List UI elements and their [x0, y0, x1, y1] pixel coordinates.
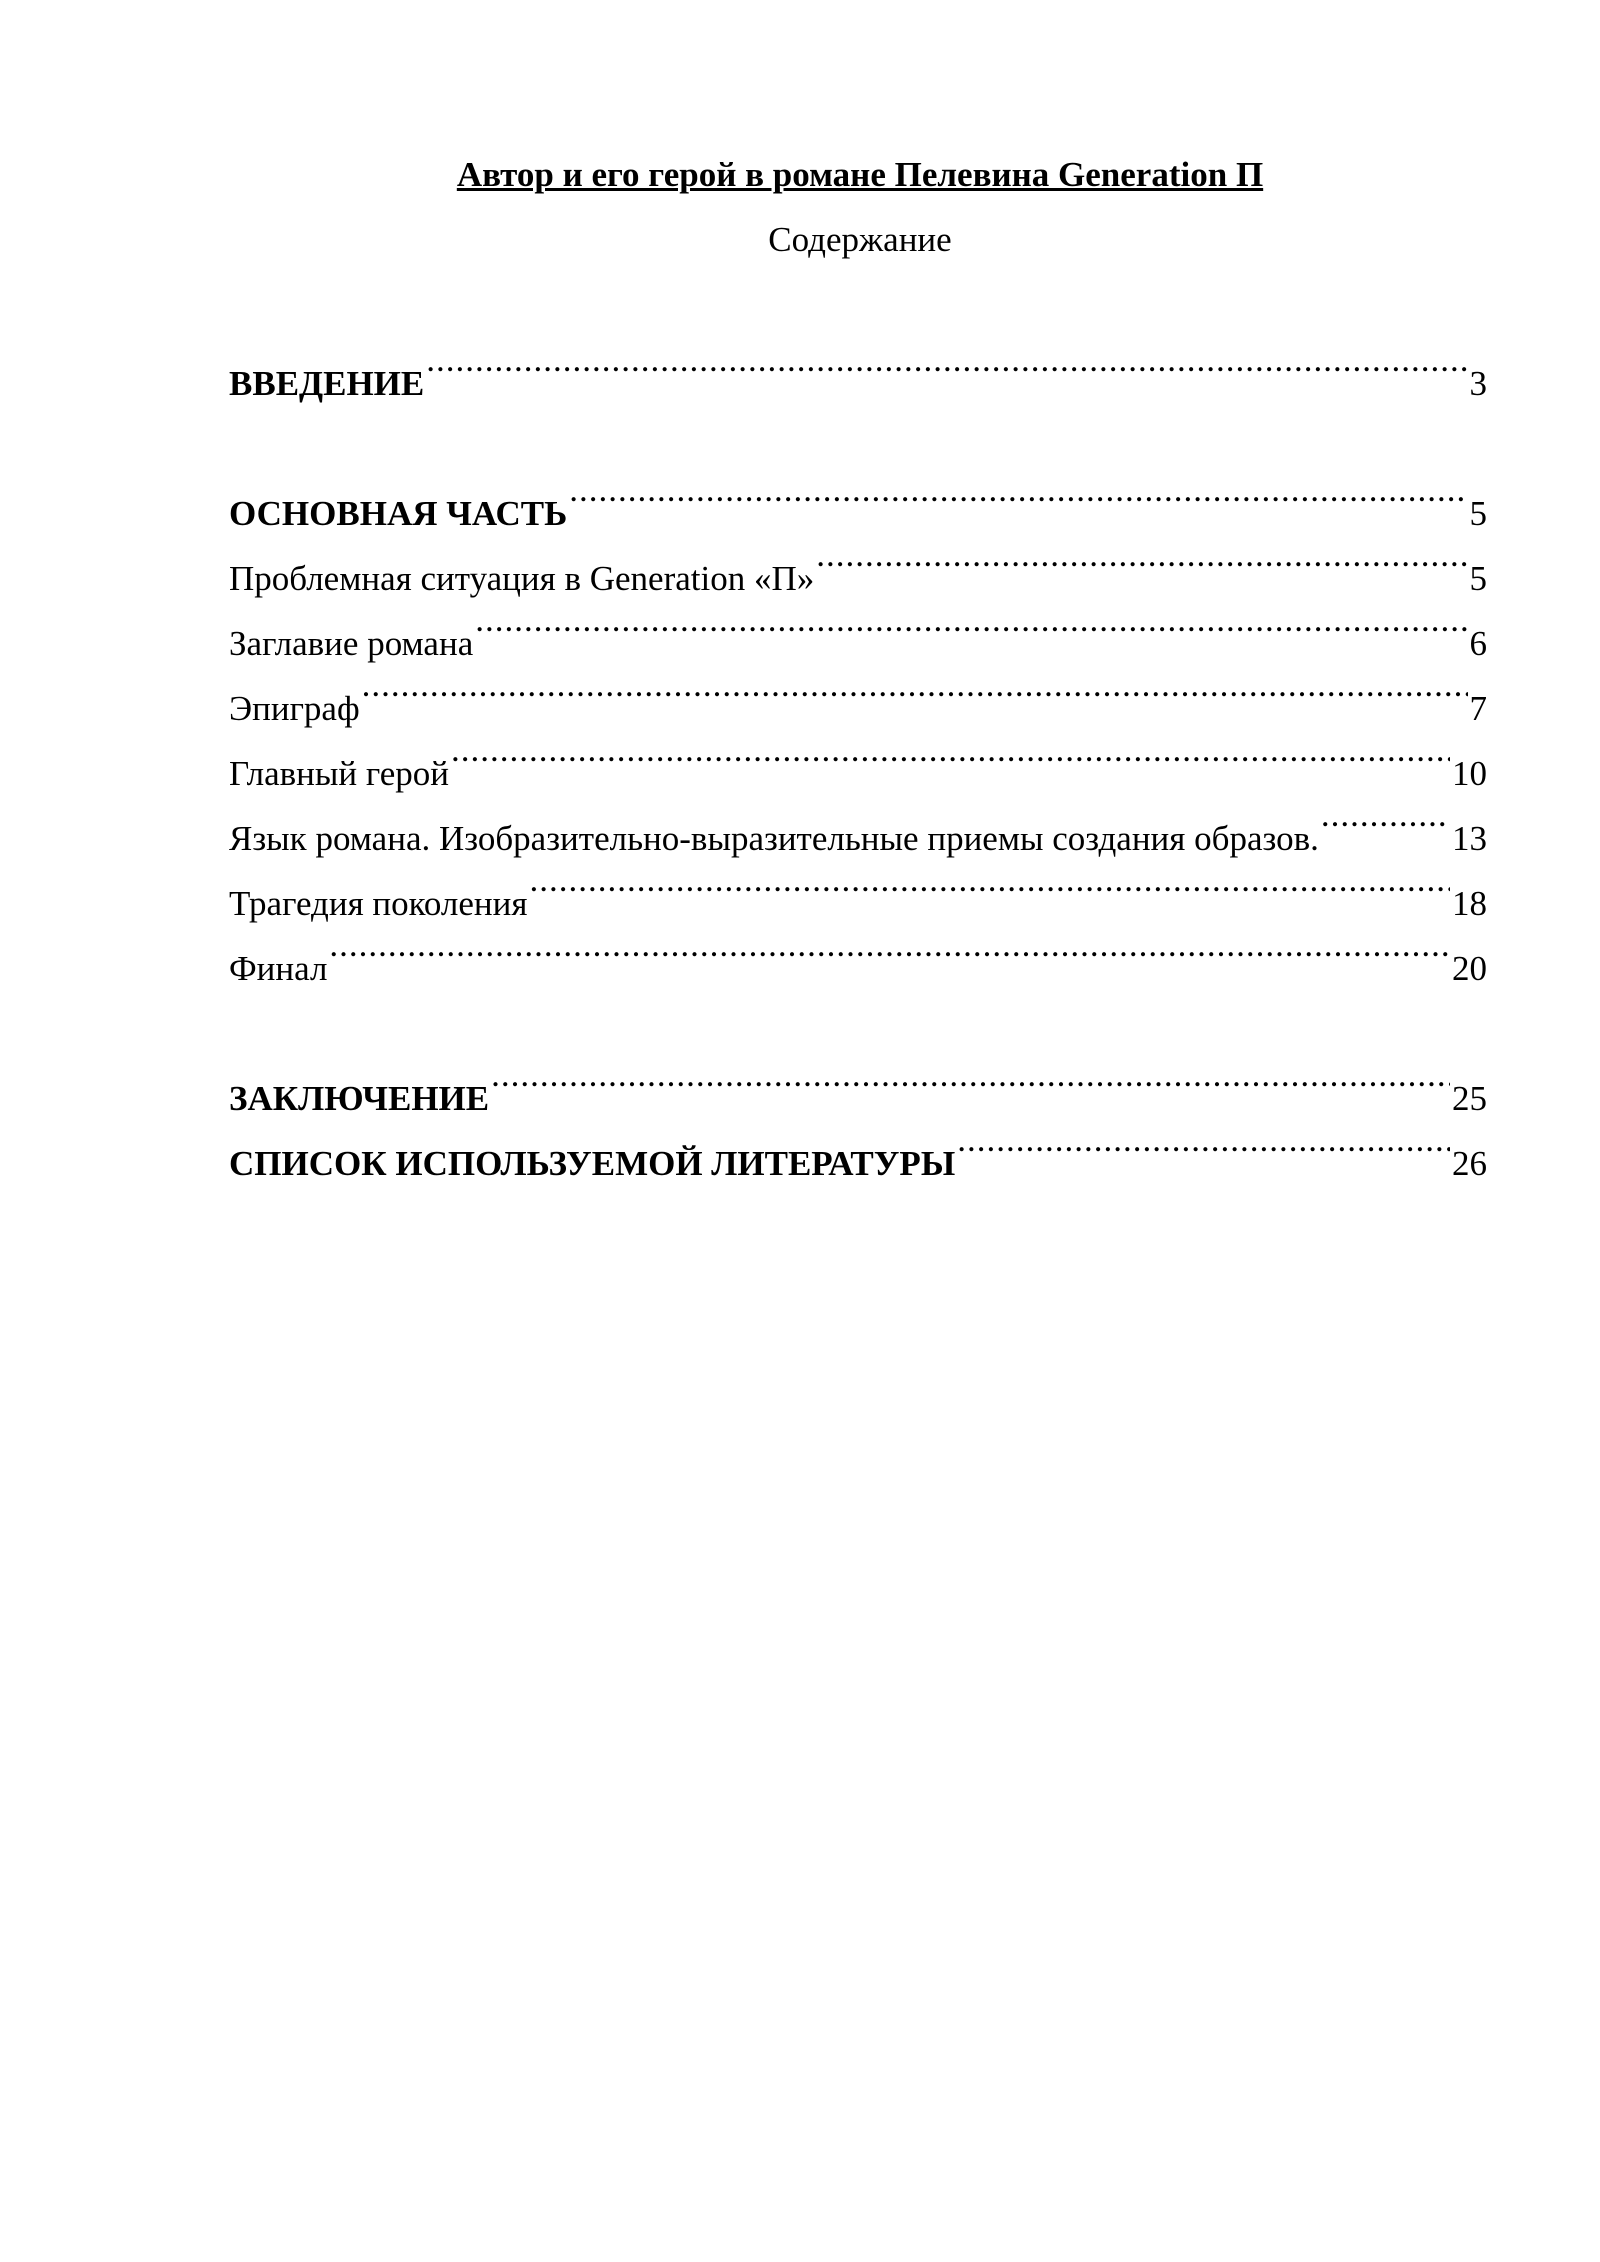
toc-entry-label: Проблемная ситуация в Generation «П»	[229, 559, 815, 598]
toc-entry-label: СПИСОК ИСПОЛЬЗУЕМОЙ ЛИТЕРАТУРЫ	[229, 1144, 956, 1183]
toc-entry-conclusion[interactable]	[229, 1060, 1487, 1124]
toc-leader-dots	[530, 865, 1451, 915]
toc-entry-tragedy[interactable]	[229, 865, 1487, 929]
toc-entry-bibliography[interactable]	[229, 1125, 1487, 1189]
toc-leader-dots	[426, 345, 1467, 395]
toc-entry-page: 7	[1469, 689, 1487, 728]
toc-entry-page: 3	[1469, 364, 1487, 403]
document-title: Автор и его герой в романе Пелевина Generation П	[456, 155, 1264, 194]
toc-entry-label: ЗАКЛЮЧЕНИЕ	[229, 1079, 490, 1118]
toc-entry-label: ОСНОВНАЯ ЧАСТЬ	[229, 494, 568, 533]
toc-leader-dots	[362, 670, 1468, 720]
toc-entry-page: 5	[1469, 559, 1487, 598]
toc-entry-page: 13	[1452, 819, 1487, 858]
toc-leader-dots	[569, 475, 1467, 525]
toc-heading: Содержание	[768, 220, 952, 259]
toc-entry-main-hero[interactable]	[229, 735, 1487, 799]
toc-entry-page: 25	[1452, 1079, 1487, 1118]
toc-entry-label: Эпиграф	[229, 689, 360, 728]
toc-entry-finale[interactable]	[229, 930, 1487, 994]
toc-leader-dots	[451, 735, 1450, 785]
toc-entry-page: 20	[1452, 949, 1487, 988]
toc-entry-label: ВВЕДЕНИЕ	[229, 364, 425, 403]
toc-entry-page: 26	[1452, 1144, 1487, 1183]
toc-entry-page: 6	[1469, 624, 1487, 663]
toc-leader-dots	[491, 1060, 1450, 1110]
toc-entry-label: Главный герой	[229, 754, 450, 793]
toc-entry-introduction[interactable]	[229, 345, 1487, 409]
toc-entry-problem-situation[interactable]	[229, 540, 1487, 604]
toc-entry-page: 5	[1469, 494, 1487, 533]
toc-entry-language[interactable]	[229, 800, 1487, 864]
toc-leader-dots	[329, 930, 1450, 980]
toc-entry-label: Трагедия поколения	[229, 884, 528, 923]
toc-entry-page: 18	[1452, 884, 1487, 923]
toc-entry-novel-title[interactable]	[229, 605, 1487, 669]
toc-entry-epigraph[interactable]	[229, 670, 1487, 734]
toc-entry-page: 10	[1452, 754, 1487, 793]
toc-entry-main-part[interactable]	[229, 475, 1487, 539]
toc-entry-label: Заглавие романа	[229, 624, 474, 663]
toc-entry-label: Язык романа. Изобразительно-выразительные приемы создания образов.	[229, 819, 1319, 858]
toc-leader-dots	[475, 605, 1467, 655]
toc-leader-dots	[816, 540, 1467, 590]
toc-entry-label: Финал	[229, 949, 328, 988]
toc-leader-dots	[957, 1125, 1450, 1175]
toc-leader-dots	[1321, 800, 1450, 850]
